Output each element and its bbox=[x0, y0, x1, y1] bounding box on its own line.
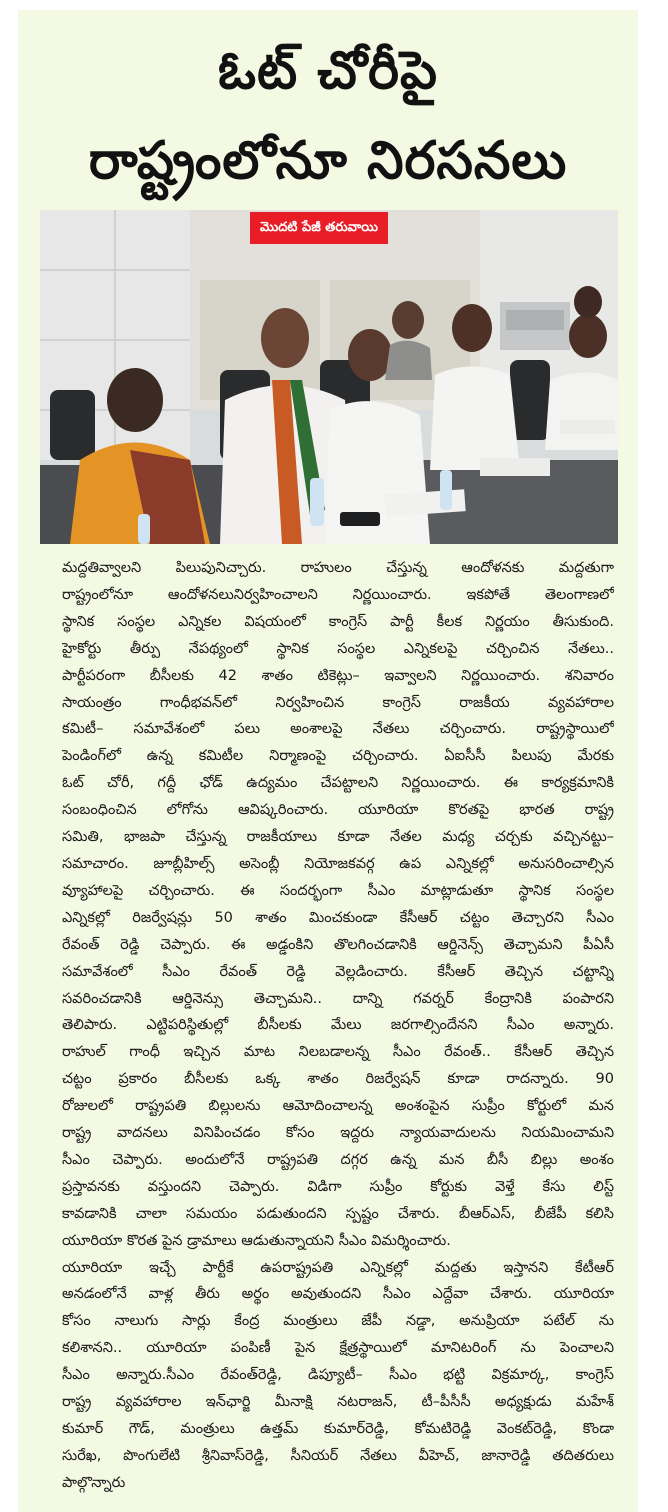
article-line: రాష్ట్ర వ్యవహారాల ఇన్‌ఛార్జి మీనాక్షి నటరాజన్, టీ–పీసీసీ అధ్యక్షుడు మహేశ్ bbox=[62, 1394, 614, 1411]
newspaper-clipping bbox=[18, 10, 638, 1512]
article-line: పాల్గొన్నారు bbox=[62, 1474, 126, 1491]
article-line: స్థానిక సంస్థల ఎన్నికల విషయంలో కాంగ్రెస్ పార్టీ కీలక నిర్ణయం తీసుకుంది. bbox=[62, 613, 614, 630]
article-line: పార్టీపరంగా బీసీలకు 42 శాతం టికెట్లు– ఇవ్వాలని నిర్ణయించారు. శనివారం bbox=[62, 667, 614, 684]
article-line: కమిటీ– సమావేశంలో పలు అంశాలపై నేతలు చర్చించారు. రాష్ట్రస్థాయిలో bbox=[62, 721, 614, 738]
article-line: వ్యూహాలపై చర్చించారు. ఈ సందర్భంగా సీఎం మాట్లాడుతూ స్థానిక సంస్థల bbox=[62, 882, 614, 899]
article-line: చట్టం ప్రకారం బీసీలకు ఒక్క శాతం రిజర్వేషన్ కూడా రాదన్నారు. 90 bbox=[62, 1071, 614, 1088]
article-line: యూరియా ఇచ్చే పార్టీకే ఉపరాష్ట్రపతి ఎన్నికల్లో మద్దతు ఇస్తానని కేటీఆర్ bbox=[62, 1259, 614, 1276]
article-line: మద్దతివ్వాలని పిలుపునిచ్చారు. రాహులం చేస్తున్న ఆందోళనకు మద్దతుగా bbox=[62, 560, 614, 576]
continuation-kicker: మొదటి పేజీ తరువాయి bbox=[250, 212, 388, 244]
article-line: రేవంత్ రెడ్డి చెప్పారు. ఈ అడ్డంకిని తొలగించడానికి ఆర్డినెన్స్ తెచ్చామని పీఏసీ bbox=[62, 936, 614, 953]
article-line: సాయంత్రం గాంధీభవన్‌లో నిర్వహించిన కాంగ్రెస్ రాజకీయ వ్యవహారాల bbox=[62, 694, 614, 711]
article-line: రాష్ట్రంలోనూ ఆందోళనలునిర్వహించాలని నిర్ణయించారు. ఇకపోతే తెలంగాణలో bbox=[62, 586, 614, 603]
article-line: కోసం నాలుగు సార్లు కేంద్ర మంత్రులు జేపీ నడ్డా, అనుప్రియా పటేల్ ను bbox=[62, 1313, 614, 1330]
article-line: రాహుల్ గాంధీ ఇచ్చిన మాట నిలబడాలన్న సీఎం రేవంత్.. కేసీఆర్ తెచ్చిన bbox=[62, 1044, 614, 1061]
article-line: సీఎం చెప్పారు. అందులోనే రాష్ట్రపతి దగ్గర ఉన్న మన బీసీ బిల్లు అంశం bbox=[62, 1151, 614, 1168]
article-body bbox=[62, 555, 614, 1497]
article-line: సీఎం అన్నారు.సీఎం రేవంత్‌రెడ్డి, డిప్యూటీ– సీఎం భట్టి విక్రమార్క, కాంగ్రెస్ bbox=[62, 1367, 614, 1384]
headline-line-1: ఓట్ చోరీపై bbox=[218, 41, 438, 101]
article-line: సమావేశంలో సీఎం రేవంత్ రెడ్డి వెల్లడించారు. కేసీఆర్ తెచ్చిన చట్టాన్ని bbox=[62, 963, 614, 980]
article-line: తెలిపారు. ఎట్టిపరిస్థితుల్లో బీసీలకు మేలు జరగాల్సిందేనని సీఎం అన్నారు. bbox=[62, 1017, 614, 1034]
article-line: పెండింగ్‌లో ఉన్న కమిటీల నిర్మాణంపై చర్చించారు. ఏఐసీసీ పిలుపు మేరకు bbox=[62, 748, 614, 765]
article-line: ఎన్నికల్లో రిజర్వేషన్లు 50 శాతం మించకుండా కేసీఆర్ చట్టం తెచ్చారని సీఎం bbox=[62, 909, 614, 926]
headline-line-2: రాష్ట్రంలోనూ నిరసనలు bbox=[88, 131, 568, 191]
article-line: అనడంలోనే వాళ్ల తీరు అర్థం అవుతుందని సీఎం ఎద్దేవా చేశారు. యూరియా bbox=[62, 1286, 614, 1303]
article-line: సురేఖ, పొంగులేటి శ్రీనివాస్‌రెడ్డి, సీనియర్ నేతలు వీహెచ్, జానారెడ్డి తదితరులు bbox=[62, 1447, 614, 1464]
article-line: సమితి, భాజపా చేస్తున్న రాజకీయాలు కూడా నేతల మధ్య చర్చకు వచ్చినట్టు– bbox=[62, 829, 614, 846]
article-line: రోజులలో రాష్ట్రపతి బిల్లులను ఆమోదించాలన్న అంశంపైన సుప్రీం కోర్టులో మన bbox=[62, 1098, 614, 1115]
article-line: కుమార్ గౌడ్, మంత్రులు ఉత్తమ్ కుమార్‌రెడ్డి, కోమటిరెడ్డి వెంకట్‌రెడ్డి, కొండా bbox=[62, 1421, 614, 1437]
article-line: ఓట్ చోరీ, గద్దీ ఛోడ్ ఉద్యమం చేపట్టాలని నిర్ణయించారు. ఈ కార్యక్రమానికి bbox=[62, 775, 614, 792]
article-line: హైకోర్టు తీర్పు నేపథ్యంలో స్థానిక సంస్థల ఎన్నికలపై చర్చించిన నేతలు.. bbox=[62, 640, 614, 657]
article-line: కలిశానని.. యూరియా పంపిణీ పైన క్షేత్రస్థాయిలో మానిటరింగ్ ను పెంచాలని bbox=[62, 1340, 614, 1357]
article-line: కావడానికి చాలా సమయం పడుతుందని స్పష్టం చేశారు. బీఆర్ఎస్, బీజేపీ కలిసి bbox=[62, 1205, 614, 1222]
article-line: సవరించడానికి ఆర్డినెన్సు తెచ్చామని.. దాన్ని గవర్నర్ కేంద్రానికి పంపారని bbox=[62, 990, 614, 1007]
article-line: యూరియా కొరత పైన డ్రామాలు ఆడుతున్నాయని సీఎం విమర్శించారు. bbox=[62, 1232, 451, 1249]
article-line: సంబంధించిన లోగోను ఆవిష్కరించారు. యూరియా కొరతపై భారత రాష్ట్ర bbox=[62, 802, 614, 819]
article-line: రాష్ట్ర వాదనలు వినిపించడం కోసం ఇద్దరు న్యాయవాదులను నియమించామని bbox=[62, 1125, 614, 1142]
article-line: ప్రస్తావనకు వస్తుందని చెప్పారు. విడిగా సుప్రీం కోర్టుకు వెళ్తే కేసు లిస్ట్ bbox=[62, 1178, 614, 1195]
meeting-photo bbox=[40, 210, 618, 544]
article-line: సమాచారం. జూబ్లీహిల్స్ అసెంబ్లీ నియోజకవర్గ ఉప ఎన్నికల్లో అనుసరించాల్సిన bbox=[62, 855, 614, 872]
